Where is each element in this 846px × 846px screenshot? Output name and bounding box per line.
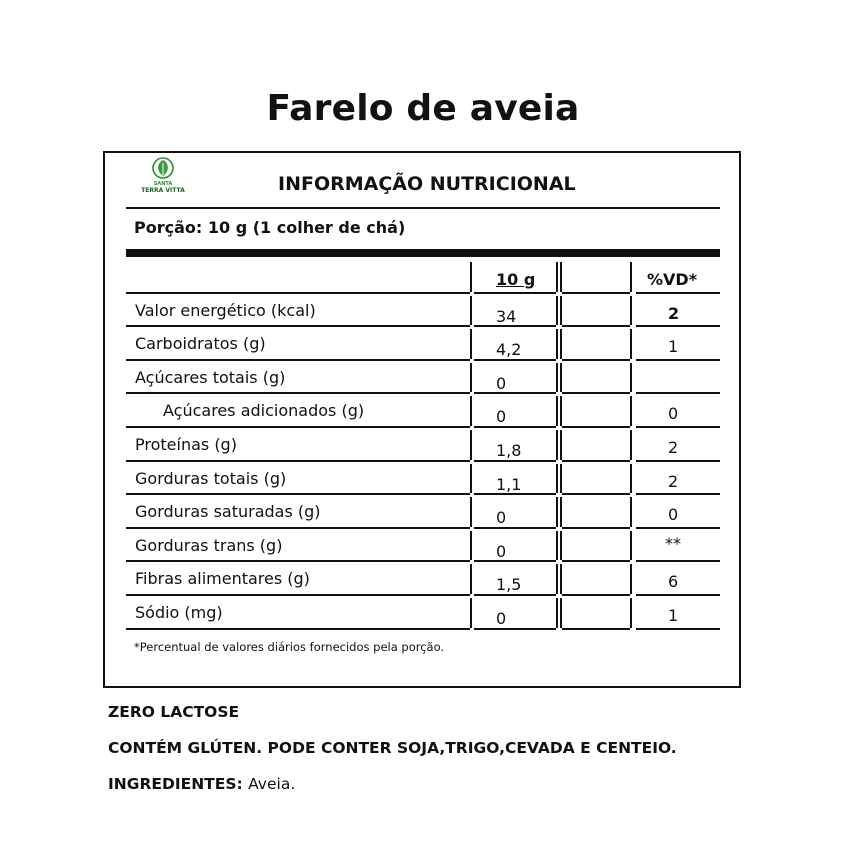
column-divider [560, 564, 562, 594]
row-rule [562, 594, 630, 596]
column-header-vd: %VD* [647, 270, 698, 289]
column-divider [560, 464, 562, 494]
nutrient-label: Sódio (mg) [135, 603, 223, 622]
nutrient-vd: 1 [668, 337, 679, 357]
allergen-note: CONTÉM GLÚTEN. PODE CONTER SOJA,TRIGO,CEVADA E CENTEIO. [108, 739, 677, 757]
column-divider [630, 430, 632, 460]
panel-heading: INFORMAÇÃO NUTRICIONAL [278, 173, 576, 195]
row-rule [562, 460, 630, 462]
row-rule [562, 493, 630, 495]
row-rule [126, 493, 470, 495]
column-divider [630, 598, 632, 628]
column-header-amount: 10 g [496, 270, 536, 289]
column-divider [560, 296, 562, 326]
row-rule [636, 426, 720, 428]
row-rule [562, 560, 630, 562]
row-rule [474, 392, 556, 394]
column-divider [470, 598, 472, 628]
column-divider [630, 564, 632, 594]
column-divider [470, 497, 472, 527]
row-rule [126, 292, 470, 294]
row-rule [474, 560, 556, 562]
ingredients-label: INGREDIENTES: [108, 775, 243, 793]
row-rule [636, 493, 720, 495]
lactose-note: ZERO LACTOSE [108, 703, 240, 721]
logo-line2: TERRA VITTA [141, 187, 185, 194]
row-rule [636, 392, 720, 394]
logo-line1: SANTA [153, 181, 173, 187]
nutrient-amount: 1,1 [496, 474, 522, 494]
nutrient-label: Gorduras trans (g) [135, 535, 283, 555]
column-divider [560, 262, 562, 292]
row-rule [126, 560, 470, 562]
brand-logo [137, 157, 189, 199]
column-divider [560, 396, 562, 426]
column-divider [470, 262, 472, 292]
column-divider [470, 329, 472, 359]
column-divider [470, 464, 472, 494]
column-divider [630, 464, 632, 494]
column-divider [556, 464, 558, 494]
row-rule [126, 426, 470, 428]
column-divider [560, 531, 562, 561]
row-rule [562, 392, 630, 394]
column-divider [560, 497, 562, 527]
column-divider [560, 363, 562, 393]
footnote: *Percentual de valores diários fornecidos pela porção. [134, 640, 445, 654]
column-divider [556, 363, 558, 393]
ingredients-note [108, 775, 295, 793]
row-rule [636, 292, 720, 294]
column-divider [560, 598, 562, 628]
nutrient-amount: 0 [496, 407, 507, 427]
column-divider [470, 363, 472, 393]
column-divider [556, 598, 558, 628]
ingredients-value: Aveia. [248, 775, 296, 793]
nutrient-amount: 1,8 [496, 441, 522, 460]
column-divider [556, 296, 558, 326]
row-rule [636, 460, 720, 462]
column-divider [630, 262, 632, 292]
nutrient-vd: ** [665, 533, 681, 553]
thick-rule [126, 249, 720, 257]
column-divider [556, 497, 558, 527]
row-rule [636, 527, 720, 529]
row-rule [562, 628, 630, 630]
column-divider [560, 430, 562, 460]
column-divider [630, 296, 632, 326]
column-divider [470, 564, 472, 594]
nutrient-label: Açúcares adicionados (g) [163, 401, 365, 421]
column-divider [560, 329, 562, 359]
row-rule [636, 560, 720, 562]
nutrient-label: Fibras alimentares (g) [135, 569, 310, 589]
nutrient-label: Proteínas (g) [135, 435, 237, 454]
column-divider [630, 497, 632, 527]
column-divider [556, 531, 558, 561]
row-rule [126, 460, 470, 462]
portion-size: Porção: 10 g (1 colher de chá) [134, 218, 406, 237]
column-divider [630, 363, 632, 393]
nutrient-amount: 0 [496, 541, 507, 561]
column-divider [556, 564, 558, 594]
column-divider [470, 396, 472, 426]
column-divider [630, 396, 632, 426]
nutrient-amount: 1,5 [496, 575, 522, 595]
nutrient-label: Valor energético (kcal) [135, 300, 316, 320]
nutrient-vd: 2 [668, 438, 679, 457]
nutrient-vd: 2 [668, 471, 679, 491]
nutrient-vd: 2 [668, 303, 680, 323]
row-rule [126, 325, 470, 327]
column-divider [556, 329, 558, 359]
column-divider [556, 430, 558, 460]
row-rule [126, 527, 470, 529]
nutrient-label: Gorduras totais (g) [135, 468, 287, 488]
nutrient-vd: 0 [668, 505, 679, 525]
row-rule [474, 628, 556, 630]
nutrient-vd: 1 [668, 606, 679, 625]
row-rule [474, 527, 556, 529]
row-rule [126, 594, 470, 596]
nutrient-amount: 4,2 [496, 340, 522, 360]
row-rule [636, 594, 720, 596]
column-divider [470, 531, 472, 561]
row-rule [562, 292, 630, 294]
nutrient-amount: 0 [496, 508, 507, 528]
product-title: Farelo de aveia [266, 88, 580, 129]
row-rule [562, 359, 630, 361]
column-divider [630, 329, 632, 359]
row-rule [562, 325, 630, 327]
nutrient-label: Gorduras saturadas (g) [135, 502, 321, 522]
nutrient-label: Carboidratos (g) [135, 334, 266, 354]
column-divider [470, 296, 472, 326]
nutrient-vd: 0 [668, 404, 679, 424]
nutrient-amount: 0 [496, 373, 507, 393]
row-rule [474, 292, 556, 294]
row-rule [636, 325, 720, 327]
column-divider [556, 262, 558, 292]
heading-rule [126, 207, 720, 209]
nutrient-label: Açúcares totais (g) [135, 367, 286, 387]
row-rule [474, 426, 556, 428]
column-divider [630, 531, 632, 561]
nutrient-amount: 34 [496, 306, 517, 326]
row-rule [562, 426, 630, 428]
nutrient-amount: 0 [496, 609, 507, 628]
row-rule [636, 628, 720, 630]
column-divider [470, 430, 472, 460]
nutrient-vd: 6 [668, 572, 679, 592]
row-rule [126, 359, 470, 361]
column-divider [556, 396, 558, 426]
row-rule [126, 392, 470, 394]
row-rule [562, 527, 630, 529]
row-rule [126, 628, 470, 630]
row-rule [636, 359, 720, 361]
